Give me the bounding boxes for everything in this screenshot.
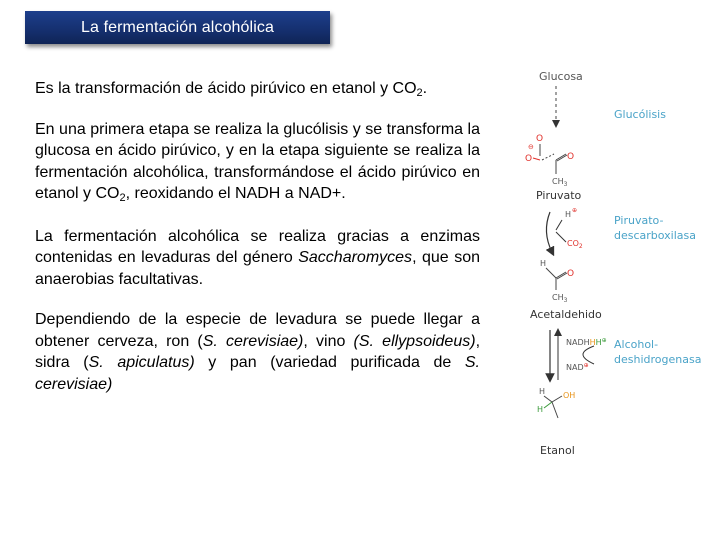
- decarb-co2-out: [556, 232, 566, 242]
- adh-label-2: deshidrogenasa: [614, 353, 702, 366]
- piruvato-label: Piruvato: [536, 189, 582, 202]
- decarb-h-plus: ⊕: [572, 207, 578, 214]
- p2-sub: 2: [119, 192, 126, 204]
- pyruvate-o1: O: [536, 134, 544, 144]
- acetaldehyde-structure: [540, 259, 574, 304]
- p2-text-b: , reoxidando el NADH a NAD+.: [125, 185, 346, 202]
- genus-name: Saccharomyces: [298, 249, 413, 266]
- pyruvate-o2: O: [525, 154, 533, 164]
- nad-label: NAD⊕: [566, 362, 589, 372]
- decarboxylation-arrow: [546, 212, 552, 252]
- ethanol-structure: [537, 387, 575, 418]
- p3-text-a: La fermentación alcohólica se realiza gracias a enzimas contenidas en levaduras del género: [35, 227, 480, 266]
- paragraph-definition: [35, 78, 480, 100]
- species-4: S. cerevisiae): [35, 354, 480, 393]
- p3-text-b: , que son anaerobias facultativas.: [35, 249, 480, 288]
- fermentation-pathway-diagram: [510, 62, 720, 462]
- pyruvate-structure: [525, 134, 574, 188]
- species-2: (S. ellypsoideus): [353, 332, 476, 350]
- paragraph-enzymes: [35, 226, 480, 291]
- ethanol-h2: H: [537, 405, 544, 414]
- decarbox-label-1: Piruvato-: [614, 214, 664, 227]
- adh-label-1: Alcohol-: [614, 338, 659, 351]
- pyruvate-o3: O: [567, 152, 575, 162]
- p4-text-b: , vino: [303, 332, 354, 350]
- glucosa-label: Glucosa: [539, 70, 583, 83]
- title-banner: [25, 11, 330, 44]
- decarb-co2: $CO_2$: [567, 239, 583, 250]
- ethanol-oh: OH: [563, 391, 576, 400]
- decarb-h: H: [565, 210, 572, 219]
- pyruvate-ch3: $CH_3$: [552, 177, 568, 188]
- acetald-o: O: [567, 269, 575, 279]
- p4-text-c: , sidra (: [35, 332, 481, 371]
- nadh-label: NADHHH⊕: [566, 337, 607, 347]
- acetald-ch3: $CH_3$: [552, 293, 568, 304]
- page-title: La fermentación alcohólica: [81, 18, 274, 36]
- main-text: [35, 78, 480, 395]
- p1-text: Es la transformación de ácido pirúvico en etanol y CO: [35, 80, 417, 97]
- species-3: S. apiculatus): [88, 354, 195, 371]
- p1-sub: 2: [416, 87, 423, 99]
- acetald-h: H: [540, 259, 547, 268]
- p2-text-a: En una primera etapa se realiza la glucólisis y se transforma la glucosa en ácido pirúvico, y en la etapa siguiente se realiza la fermentación alcohólica, transformándose el ácido pirúvico en etanol y CO: [35, 120, 480, 202]
- species-1: S. cerevisiae): [202, 332, 304, 350]
- acetaldehido-label: Acetaldehido: [530, 308, 602, 321]
- pyruvate-minus: ⊖: [528, 143, 534, 151]
- decarbox-label-2: descarboxilasa: [614, 229, 697, 242]
- etanol-label: Etanol: [540, 444, 575, 457]
- p4-text-d: y pan (variedad purificada de: [194, 354, 465, 371]
- paragraph-stages: [35, 119, 480, 205]
- decarb-h-in: [556, 220, 562, 230]
- glucolisis-label: Glucólisis: [614, 108, 666, 121]
- p1-end: .: [422, 80, 428, 97]
- p4-text-a: Dependiendo de la especie de levadura se puede llegar a obtener cerveza, ron (: [35, 311, 480, 350]
- paragraph-products: [35, 309, 480, 395]
- ethanol-h1: H: [539, 387, 546, 396]
